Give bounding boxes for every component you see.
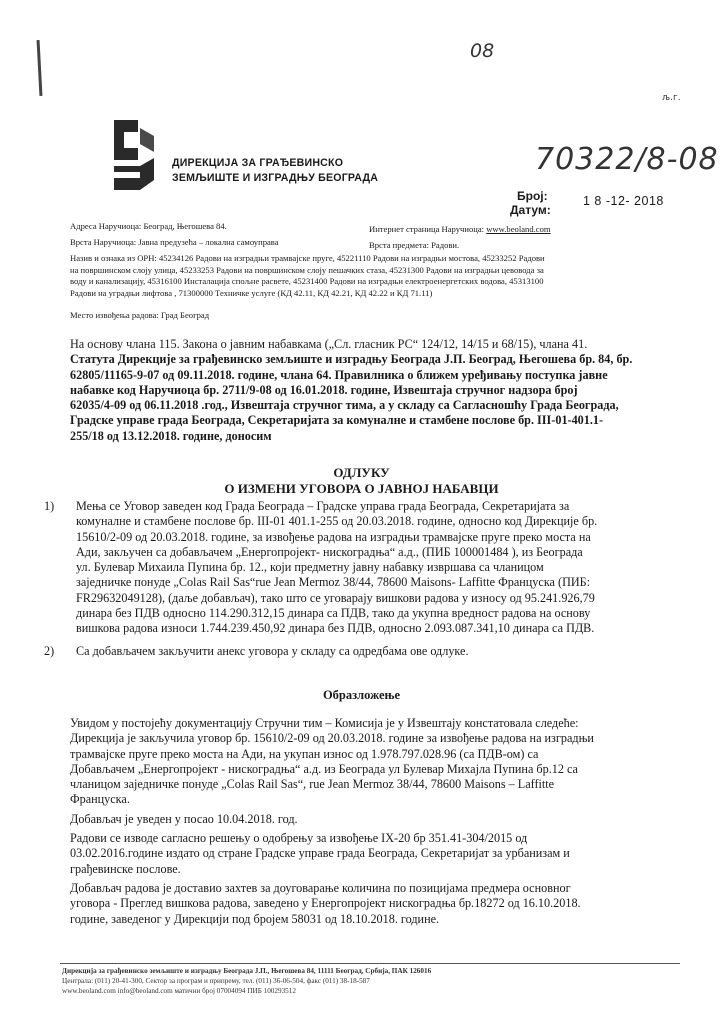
beoland-logo xyxy=(100,118,166,194)
item-line: ул. Булевар Михаила Пупина бр. 12., који предметну јавну набавку извршава са чланицом xyxy=(76,560,544,575)
item-line: вишкова радова износи 1.744.239.450,92 динара без ПДВ, односно 2.093.087.341,10 динара са ПДВ. xyxy=(76,621,595,636)
reasoning-line: трамвајске пруге преко моста на Ади, на укупан износ од 1.978.797.028.96 (са ПДВ-ом) са xyxy=(70,746,539,761)
preamble-line: Градске управе града Београда, Секретаријата за комуналне и стамбене послове бр. III-01-401.1- xyxy=(70,413,604,428)
handwritten-page-number: 08 xyxy=(470,40,495,62)
website-label: Интернет страница Наручиоца: xyxy=(369,224,487,234)
reasoning-line: чланицом заједничке понуде „Colas Rail Sas“, rue Jean Mermoz 38/44, 78600 Maisons – Laffitte xyxy=(70,777,555,792)
orn-codes xyxy=(70,253,690,299)
reasoning-line: Француска. xyxy=(70,792,130,807)
reasoning-body xyxy=(70,716,695,927)
reasoning-line: 03.02.2016.године издато од стране Градске управе града Београда, Секретаријат за урбанизам и xyxy=(70,846,570,861)
item-number: 2) xyxy=(44,643,55,658)
item-line: Ади, закључен са добављачем „Енергопројект- нискоградња“ а.д., (ПИБ 100001484 ), из Београда xyxy=(76,544,583,559)
reasoning-line: грађевинске послове. xyxy=(70,861,181,876)
preamble-line: 62035/4-09 од 06.11.2018 .год., Извештаја стручног тима, а у складу са Сагласношћу Града Београда, xyxy=(70,398,619,413)
item-line: 15610/2-09 од 20.03.2018. године, за извођење радова на изградњи трамвајске пруге преко моста на xyxy=(76,529,591,544)
item-line: Мења се Уговор заведен код Града Београда – Градске управа града Београда, Секретаријата за xyxy=(76,499,570,513)
contracting-authority-address: Адреса Наручиоца: Београд, Његошева 84. xyxy=(70,221,227,231)
decision-items xyxy=(44,499,684,659)
preamble-line: набавке код Наручиоца бр. 2711/9-08 од 16.01.2018. године, Извештаја стручног надзора број xyxy=(70,382,578,397)
reasoning-line: Увидом у постојећу документацију Стручни тим – Комисија је у Извештају констатовала следеће: xyxy=(70,716,579,730)
preamble-line: 255/18 од 13.12.2018. године, доносим xyxy=(70,428,272,443)
org-name-line2: ЗЕМЉИШТЕ И ИЗГРАДЊУ БЕОГРАДА xyxy=(172,172,379,184)
item-line: динара без ПДВ односно 114.290.312,15 динара са ПДВ, тако да укупна вредност радова на основу xyxy=(76,606,591,621)
footer-rule xyxy=(60,963,680,964)
datum-label: Датум: xyxy=(510,203,551,217)
preamble-line: Статута Дирекције за грађевинско земљиште и изградњу Београда Ј.П. Београд, Његошева бр. 84, бр. xyxy=(70,352,633,367)
contracting-authority-type: Врста Наручиоца: Јавна предузећа – локална самоуправа xyxy=(70,237,279,247)
reasoning-line: Радови се изводе сагласно решењу о одобрењу за извођење IX-20 бр 351.41-304/2015 од xyxy=(70,831,528,846)
footer-line: www.beoland.com info@beoland.com матични број 07004094 ПИБ 100293512 xyxy=(62,987,296,995)
subject-type: Врста предмета: Радови. xyxy=(369,240,460,250)
decision-title: ОДЛУКУ xyxy=(333,465,390,480)
reasoning-line: уговора - Преглед вишкова радова, заведено у Енергопројект нискоградња бр.18272 од 16.10.2018. xyxy=(70,896,581,911)
handwritten-initials: љ.г. xyxy=(662,93,681,103)
decision-item-2 xyxy=(44,644,684,659)
item-line: комуналне и стамбене послове бр. III-01 401.1-255 од 20.03.2018. године, односно код Дирекције бр. xyxy=(76,514,598,529)
orn-line: на површинском слоју улица, 45233253 Радови на површинском слоју пешачких стаза, 45231300 Радови на изградњи цевовода за xyxy=(70,264,544,275)
footer xyxy=(62,966,431,996)
margin-pen-stroke xyxy=(37,40,43,96)
preamble-line: 62805/11165-9-07 од 09.11.2018. године, члана 64. Правилника о ближем уређивању поступка јавне xyxy=(70,367,608,382)
reasoning-title: Образложење xyxy=(322,688,401,702)
item-line: заједничке понуде „Colas Rail Sas“rue Jean Mermoz 38/44, 78600 Maisons- Laffitte Француска (ПИБ: xyxy=(76,575,591,590)
reasoning-line: Добављач радова је доставио захтев за доуговарање количина по позицијама предмера основног xyxy=(70,880,571,895)
preamble xyxy=(70,337,695,444)
decision-subtitle: О ИЗМЕНИ УГОВОРА О ЈАВНОЈ НАБАВЦИ xyxy=(224,481,499,496)
orn-line: Радови на уградњи лифтова , 71300000 Техничке услуге (КД 42.11, КД 42.21, КД 42.22 и КД 71.11) xyxy=(70,287,433,298)
work-location: Место извођења радова: Град Београд xyxy=(70,310,210,320)
orn-line: воду и канализацију, 45316100 Инсталација спољне расвете, 45231400 Радови на изградњи електроенергетских водова, 45313100 xyxy=(70,276,544,286)
item-number: 1) xyxy=(44,499,55,513)
preamble-line: На основу члана 115. Закона о јавним набавкама („Сл. гласник РС“ 124/12, 14/15 и 68/15), члана 41. xyxy=(70,337,588,351)
date-stamp: 1 8 -12- 2018 xyxy=(583,194,664,208)
reasoning-line: године, заведеног у Дирекцији под бројем 58031 од 18.10.2018. године. xyxy=(70,911,440,926)
org-name-line1: ДИРЕКЦИЈА ЗА ГРАЂЕВИНСКО xyxy=(172,157,344,169)
reasoning-line: Дирекција је закључила уговор бр. 15610/2-09 од 20.03.2018. године за извођење радова на изградњи xyxy=(70,731,594,746)
reasoning-line: Добављачем „Енергопројект - нискоградња“ а.д. из Београда ул Булевар Михајла Пупина бр.12 са xyxy=(70,761,578,776)
contracting-authority-website xyxy=(369,223,551,235)
orn-line: Назив и ознака из ОРН: 45234126 Радови на изградњи трамвајске пруге, 45221110 Радови на изградњи мостова, 45233252 Радови xyxy=(70,253,545,263)
reasoning-line: Добављач је уведен у посао 10.04.2018. год. xyxy=(70,811,298,826)
decision-item-1 xyxy=(44,499,684,637)
handwritten-registration-number: 70322/8-08 xyxy=(535,142,719,177)
footer-line: Централа: (011) 20-41-300, Сектор за програм и припрему, тел. (011) 36-06-504, факс (011) 38-18-587 xyxy=(62,977,370,985)
item-line: Са добављачем закључити анекс уговора у складу са одредбама ове одлуке. xyxy=(76,643,469,658)
website-link[interactable]: www.beoland.com xyxy=(486,224,551,234)
broj-label: Број: xyxy=(517,189,548,203)
footer-line: Дирекција за грађевинско земљиште и изградњу Београда Ј.П., Његошева 84, 11111 Београд, Србија, ПАК 126016 xyxy=(62,967,432,975)
item-line: FR29632049128), (даље добављач), тако што се уговарају вишкови радова у износу од 95.241.926,79 xyxy=(76,590,595,605)
